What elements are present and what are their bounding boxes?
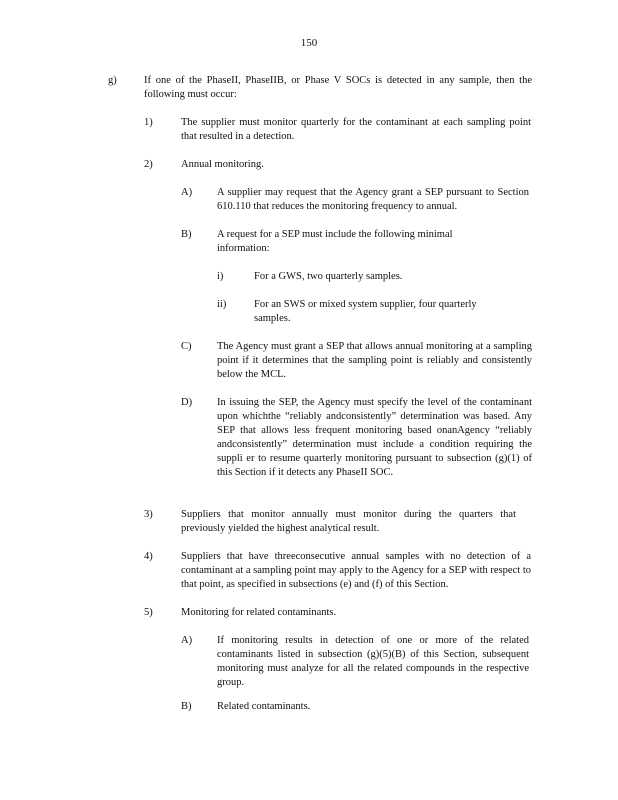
clause-g2C-label: C) [181,341,192,352]
clause-g2B-label: B) [181,229,192,240]
clause-g2-text: Annual monitoring. [181,159,264,170]
clause-g1-text: The supplier must monitor quarterly for the contaminant at each sampling point that resulted in a detection. [181,117,531,142]
clause-g5B-text: Related contaminants. [217,701,311,712]
clause-g2D-text: In issuing the SEP, the Agency must specify the level of the contaminant upon whichthe “reliably andconsistently” determination was based. Any SEP that allows less frequent monitoring based onanAgency “reliably andconsistently” determination must include a condition requiring the suppli er to resume quarterly monitoring pursuant to subsection (g)(1) of this Section if it detects any PhaseII SOC. [217,397,532,478]
clause-g5-text: Monitoring for related contaminants. [181,607,337,618]
clause-g2D-label: D) [181,397,193,408]
clause-g-label: g) [108,75,117,86]
clause-g4-text: Suppliers that have threeconsecutive annual samples with no detection of a contaminant at a sampling point may apply to the Agency for a SEP with respect to that point, as specified in subsections (e) and (f) of this Section. [181,551,531,590]
clause-g2-label: 2) [144,159,153,170]
clause-g3-label: 3) [144,509,153,520]
page-number: 150 [300,37,318,49]
clause-g5B-label: B) [181,701,192,712]
clause-g2Bii-label: ii) [217,299,227,310]
clause-g2A-label: A) [181,187,193,198]
clause-g5A-text: If monitoring results in detection of one or more of the related contaminants listed in subsection (g)(5)(B) of this Section, subsequent monitoring must analyze for all the related compounds in the respective group. [217,635,529,688]
clause-g2B-text: A request for a SEP must include the following minimal information: [217,229,453,254]
clause-g2C-text: The Agency must grant a SEP that allows annual monitoring at a sampling point if it determines that the sampling point is reliably and consistently below the MCL. [217,341,532,380]
clause-g-text: If one of the PhaseII, PhaseIIB, or Phase V SOCs is detected in any sample, then the following must occur: [144,75,532,100]
clause-g2Bi-text: For a GWS, two quarterly samples. [254,271,403,282]
clause-g5A-label: A) [181,635,193,646]
clause-g2Bi-label: i) [217,271,224,282]
clause-g3-text: Suppliers that monitor annually must monitor during the quarters that previously yielded the highest analytical result. [181,509,516,534]
clause-g1-label: 1) [144,117,153,128]
clause-g5-label: 5) [144,607,153,618]
clause-g4-label: 4) [144,551,153,562]
clause-g2A-text: A supplier may request that the Agency grant a SEP pursuant to Section 610.110 that reduces the monitoring frequency to annual. [217,187,529,212]
clause-g2Bii-text: For an SWS or mixed system supplier, four quarterly samples. [254,299,477,324]
